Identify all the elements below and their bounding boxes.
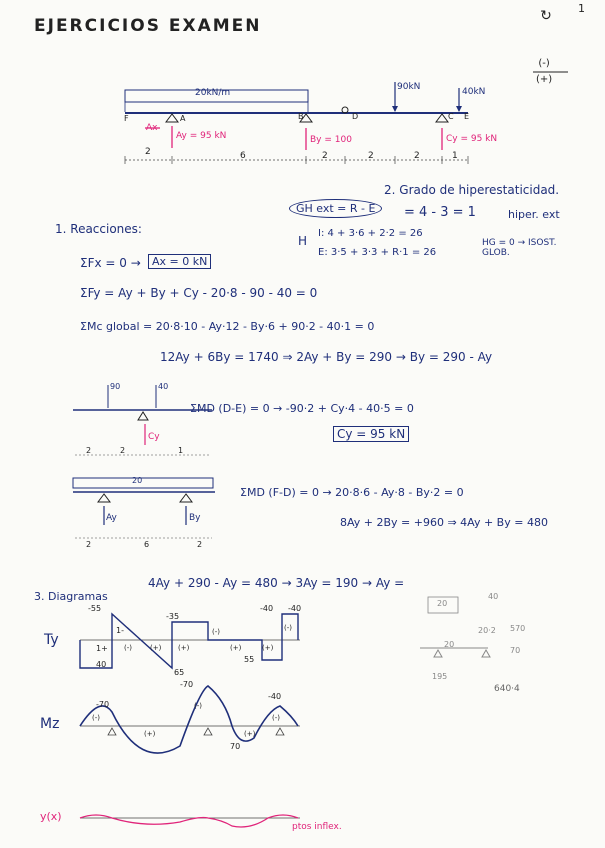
moment-sign-1: (-) — [92, 714, 100, 722]
mz-label: Mz — [40, 716, 60, 732]
reaction-by: By = 100 — [310, 135, 352, 145]
moment-value-3: -40 — [268, 692, 282, 701]
hyper-formula-right: = 4 - 3 = 1 — [404, 205, 476, 220]
diagrams-heading: 3. Diagramas — [34, 590, 108, 603]
inflex-label: ptos inflex. — [292, 822, 342, 832]
sub2-span-3: 2 — [197, 540, 203, 549]
shear-value-8: 1- — [116, 626, 124, 635]
h-label: H — [298, 234, 308, 248]
hg-line: HG = 0 → ISOST. GLOB. — [482, 238, 557, 258]
i-line: I: 4 + 3·6 + 2·2 = 26 — [318, 228, 423, 239]
shear-sign-7: (+) — [150, 644, 162, 652]
eq1: 12Ay + 6By = 1740 ⇒ 2Ay + By = 290 → By = 290 - Ay — [160, 350, 493, 364]
shear-value-1: -55 — [88, 604, 102, 613]
y-label: y(x) — [40, 810, 62, 823]
sub1-span-2: 2 — [120, 446, 126, 455]
node-e: E — [464, 112, 470, 121]
side-value-1: 20 — [437, 599, 448, 608]
deflection-curve — [80, 815, 298, 827]
moment-sign-5: (-) — [272, 714, 280, 722]
node-b: B — [298, 112, 304, 121]
side-value-3: 20·2 — [478, 626, 496, 635]
sum-md2: ΣMD (F-D) = 0 → 20·8·6 - Ay·8 - By·2 = 0 — [240, 486, 464, 499]
side-value-6: 70 — [510, 646, 521, 655]
rotation-icon: ↻ — [540, 8, 552, 24]
page-number: 1 — [578, 2, 585, 15]
eq3: 4Ay + 290 - Ay = 480 → 3Ay = 190 → Ay = — [148, 576, 405, 590]
side-value-5: 20 — [444, 640, 455, 649]
node-d: D — [352, 112, 359, 121]
shear-value-7: 55 — [244, 655, 255, 664]
sign-pos: (+) — [536, 74, 553, 85]
sub2-span-1: 2 — [86, 540, 92, 549]
point-load-1: 90kN — [397, 82, 421, 92]
load-label: 20kN/m — [195, 88, 231, 98]
moment-value-4: 70 — [230, 742, 241, 751]
cy-result: Cy = 95 kN — [333, 426, 409, 442]
moment-sign-2: (+) — [144, 730, 156, 738]
shear-sign-6: (+) — [230, 644, 242, 652]
span-6: 1 — [452, 151, 458, 161]
reactions-heading: 1. Reacciones: — [55, 222, 142, 236]
sub2-span-2: 6 — [144, 540, 150, 549]
eq2: 8Ay + 2By = +960 ⇒ 4Ay + By = 480 — [340, 516, 548, 529]
side-value-4: 570 — [510, 624, 526, 633]
sub2-by: By — [189, 513, 201, 523]
node-c: C — [448, 112, 454, 121]
reaction-ay: Ay = 95 kN — [176, 131, 227, 141]
shear-sign-5: (-) — [284, 624, 292, 632]
ty-label: Ty — [44, 632, 59, 648]
shear-value-3: -35 — [166, 612, 180, 621]
reaction-cy: Cy = 95 kN — [446, 134, 498, 144]
sub1-span-1: 2 — [86, 446, 92, 455]
node-a: A — [180, 114, 186, 123]
sub2-ay: Ay — [106, 513, 117, 523]
span-4: 2 — [368, 151, 374, 161]
moment-diagram — [80, 686, 298, 753]
sum-fy: ΣFy = Ay + By + Cy - 20·8 - 90 - 40 = 0 — [80, 286, 318, 300]
sub1-load1: 90 — [110, 382, 121, 391]
hyper-result: hiper. ext — [508, 208, 560, 221]
shear-diagram — [80, 614, 298, 668]
sum-fx: ΣFx = 0 → — [80, 256, 141, 270]
shear-sign-3: (-) — [212, 628, 220, 636]
shear-value-6: -40 — [288, 604, 302, 613]
sub1-span-3: 1 — [178, 446, 184, 455]
span-3: 2 — [322, 151, 328, 161]
e-line: E: 3·5 + 3·3 + R·1 = 26 — [318, 247, 437, 258]
side-value-2: 40 — [488, 592, 499, 601]
ax-result: Ax = 0 kN — [148, 254, 211, 269]
shear-sign-4: (+) — [262, 644, 274, 652]
sub1-load2: 40 — [158, 382, 169, 391]
moment-value-2: -70 — [180, 680, 194, 689]
sum-mc: ΣMc global = 20·8·10 - Ay·12 - By·6 + 90·2 - 40·1 = 0 — [80, 320, 375, 333]
moment-sign-4: (+) — [244, 730, 256, 738]
moment-sign-3: (-) — [194, 702, 202, 710]
support-a — [166, 114, 178, 122]
span-1: 2 — [145, 147, 151, 157]
reaction-ax: Ax — [146, 123, 158, 133]
shear-sign-1: (-) — [124, 644, 132, 652]
sum-md: ΣMD (D-E) = 0 → -90·2 + Cy·4 - 40·5 = 0 — [190, 402, 414, 415]
shear-value-9: 1+ — [96, 644, 108, 653]
span-5: 2 — [414, 151, 420, 161]
side-value-7: 195 — [432, 672, 448, 681]
moment-value-1: -70 — [96, 700, 110, 709]
sub1-reaction: Cy — [148, 432, 160, 442]
sign-neg: (-) — [538, 58, 550, 69]
shear-value-5: -40 — [260, 604, 274, 613]
span-2: 6 — [240, 151, 246, 161]
shear-sign-2: (+) — [178, 644, 190, 652]
hyper-heading: 2. Grado de hiperestaticidad. — [384, 183, 560, 197]
node-f: F — [124, 114, 129, 123]
sub2-load: 20 — [132, 476, 143, 485]
point-load-2: 40kN — [462, 87, 486, 97]
support-c — [436, 114, 448, 122]
page-title: EJERCICIOS EXAMEN — [34, 16, 262, 36]
side-value-8: 640·4 — [494, 684, 520, 694]
shear-value-4: 65 — [174, 668, 185, 677]
shear-value-2: 40 — [96, 660, 107, 669]
hyper-formula: GH ext = R - E — [289, 199, 382, 218]
